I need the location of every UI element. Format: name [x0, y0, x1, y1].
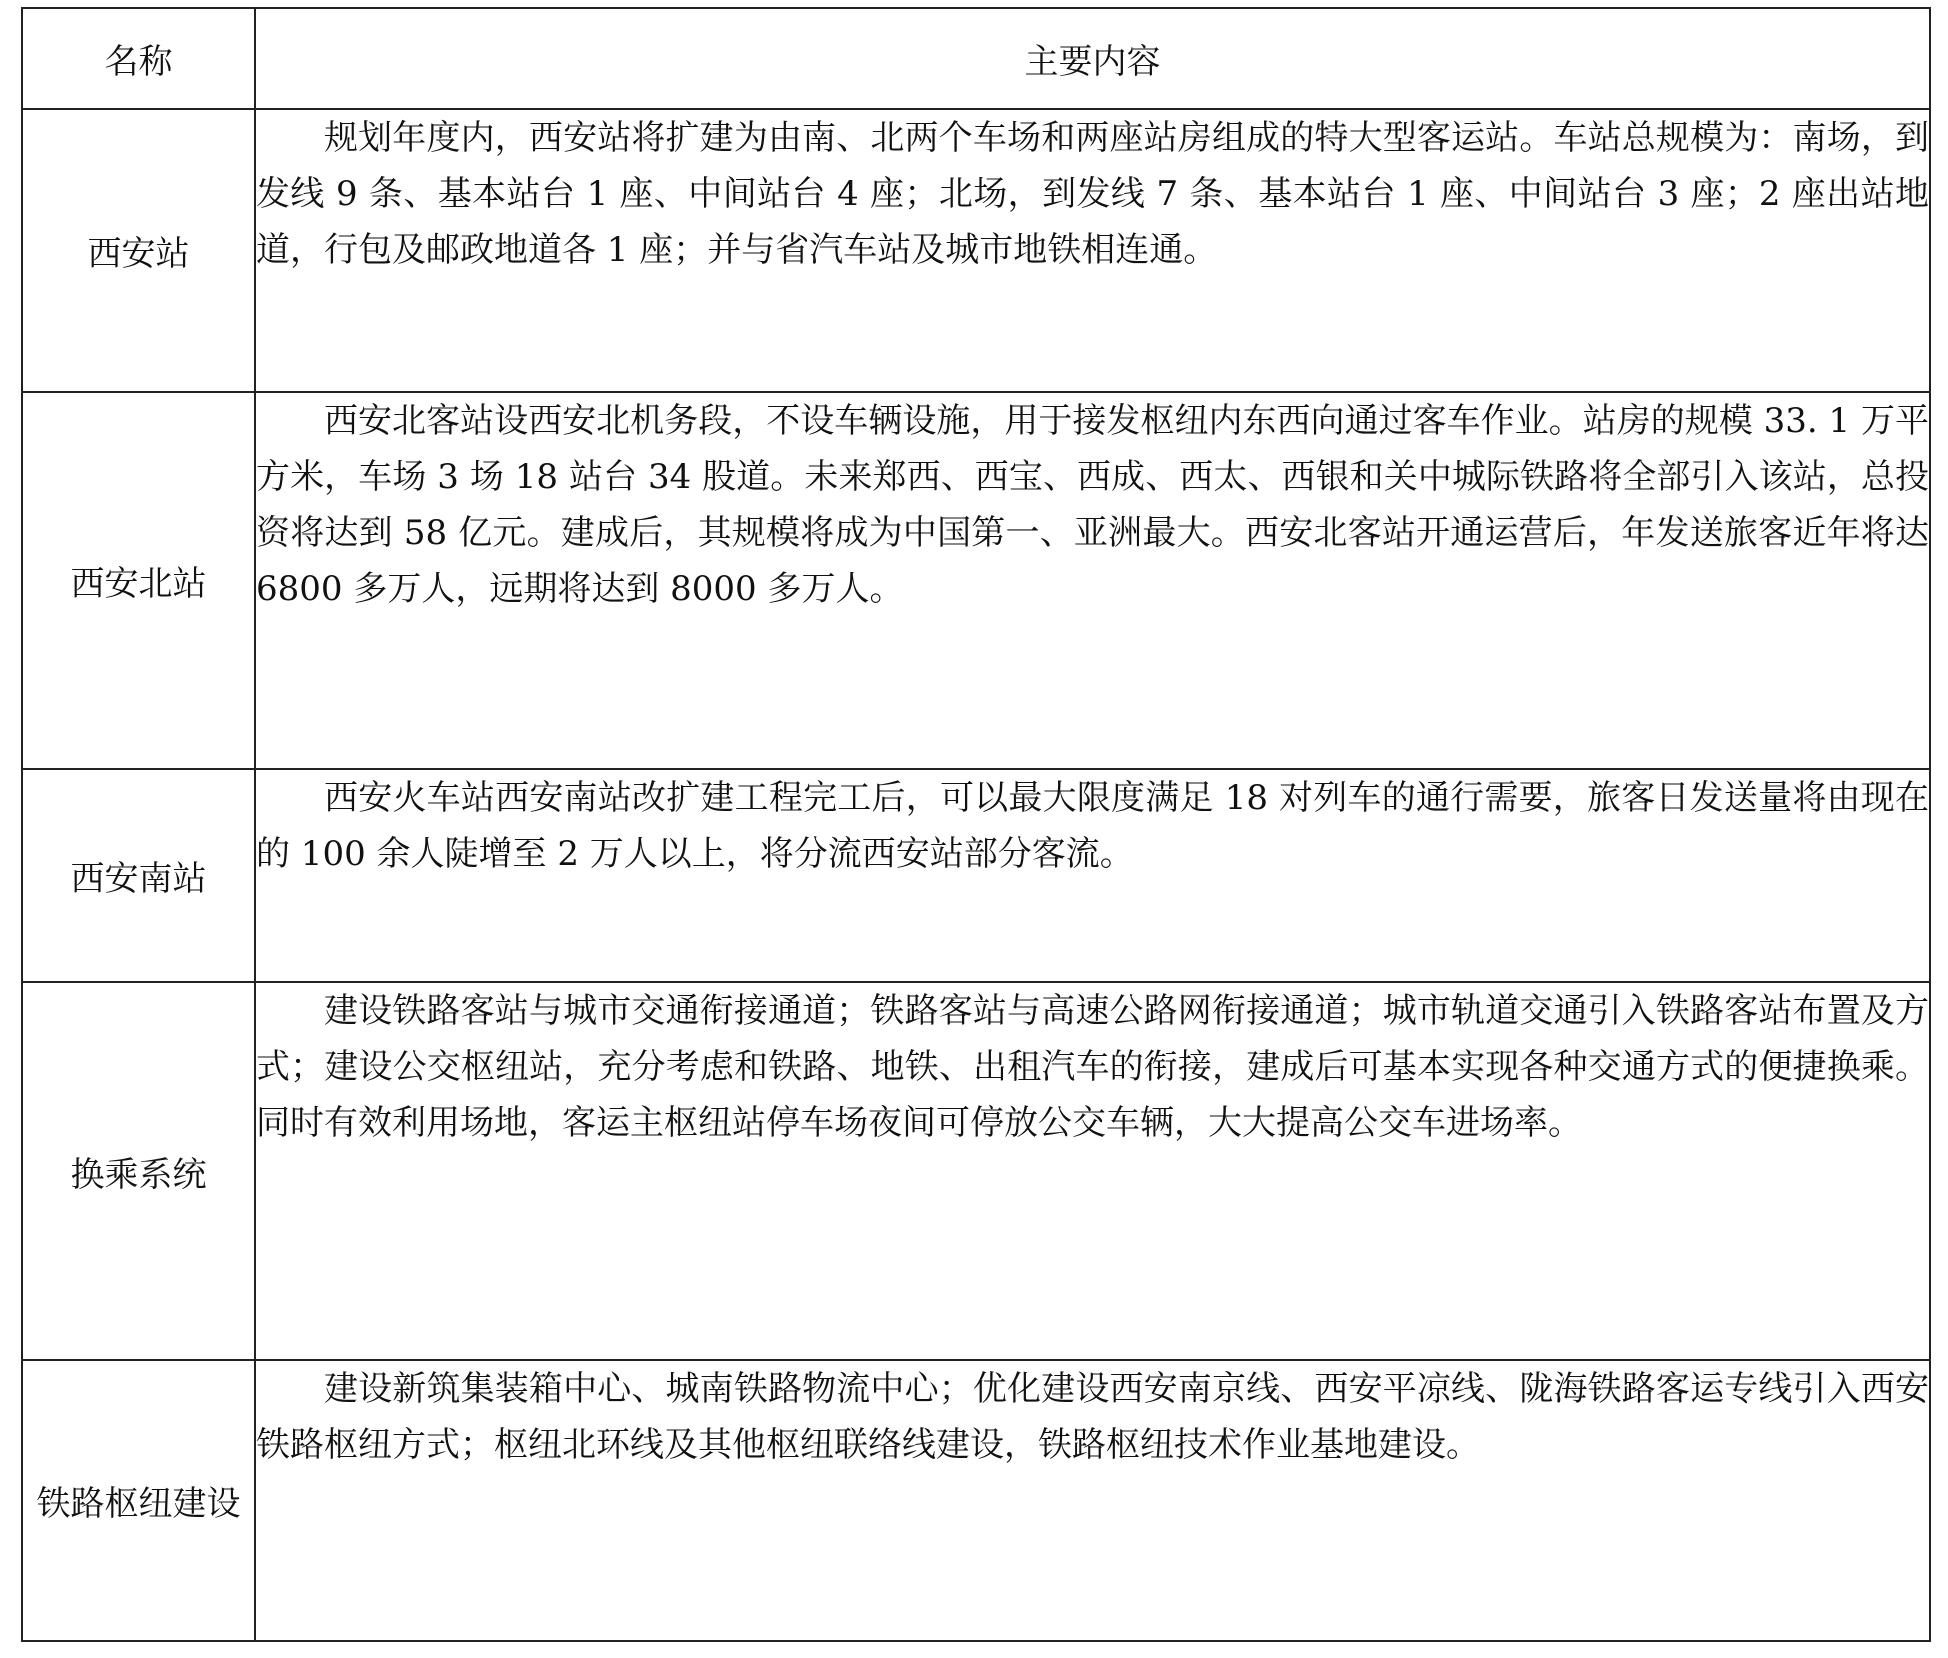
row-name-cell: 铁路枢纽建设: [22, 1360, 255, 1641]
header-content: 主要内容: [255, 8, 1930, 109]
row-name-cell: 西安站: [22, 109, 255, 392]
row-name-cell: 换乘系统: [22, 982, 255, 1360]
row-content-cell: [255, 392, 1930, 769]
table-row: [22, 769, 1930, 982]
table-row: [22, 392, 1930, 769]
row-content-cell: [255, 769, 1930, 982]
row-content-cell: [255, 982, 1930, 1360]
row-content-text: 西安火车站西安南站改扩建工程完工后，可以最大限度满足 18 对列车的通行需要，旅客日发送量将由现在的 100 余人陡增至 2 万人以上，将分流西安站部分客流。: [256, 778, 1929, 874]
table-row: [22, 109, 1930, 392]
row-name-cell: 西安北站: [22, 392, 255, 769]
row-content-cell: [255, 1360, 1930, 1641]
row-content-text: 建设铁路客站与城市交通衔接通道；铁路客站与高速公路网衔接通道；城市轨道交通引入铁路客站布置及方式；建设公交枢纽站，充分考虑和铁路、地铁、出租汽车的衔接，建成后可基本实现各种交通方式的便捷换乘。同时有效利用场地，客运主枢纽站停车场夜间可停放公交车辆，大大提高公交车进场率。: [256, 991, 1929, 1143]
row-content-text: 西安北客站设西安北机务段，不设车辆设施，用于接发枢纽内东西向通过客车作业。站房的规模 33. 1 万平方米，车场 3 场 18 站台 34 股道。未来郑西、西宝、西成、西太、西银和关中城际铁路将全部引入该站，总投资将达到 58 亿元。建成后，其规模将成为中国第一、亚洲最大。西安北客站开通运营后，年发送旅客近年将达 6800 多万人，远期将达到 8000 多万人。: [256, 401, 1929, 609]
table-row: [22, 1360, 1930, 1641]
table-row: [22, 982, 1930, 1360]
row-content-text: 规划年度内，西安站将扩建为由南、北两个车场和两座站房组成的特大型客运站。车站总规模为：南场，到发线 9 条、基本站台 1 座、中间站台 4 座；北场，到发线 7 条、基本站台 1 座、中间站台 3 座；2 座出站地道，行包及邮政地道各 1 座；并与省汽车站及城市地铁相连通。: [256, 118, 1929, 270]
header-row: [22, 8, 1930, 109]
row-content-cell: [255, 109, 1930, 392]
row-content-text: 建设新筑集装箱中心、城南铁路物流中心；优化建设西安南京线、西安平凉线、陇海铁路客运专线引入西安铁路枢纽方式；枢纽北环线及其他枢纽联络线建设，铁路枢纽技术作业基地建设。: [256, 1369, 1929, 1465]
content-table: [21, 7, 1931, 1642]
row-name-cell: 西安南站: [22, 769, 255, 982]
header-name: 名称: [22, 8, 255, 109]
